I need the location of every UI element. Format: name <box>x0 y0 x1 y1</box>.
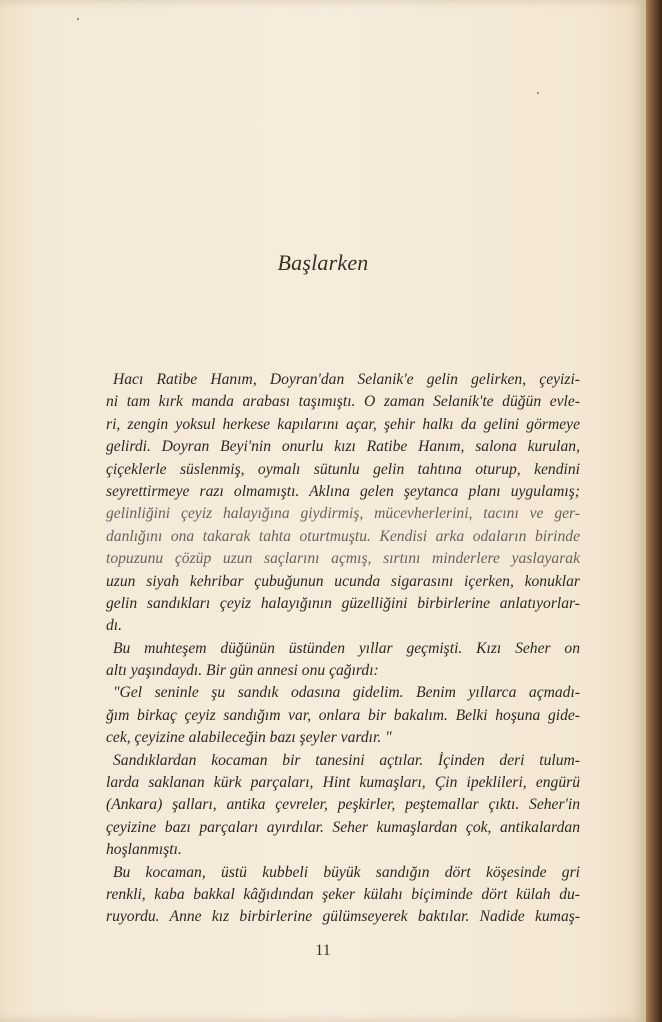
text-line: seyrettirmeye razı olmamıştı. Aklına gelen şeytanca planı uygulamış; <box>106 482 580 500</box>
text-line: topuzunu çözüp uzun saçlarını açmış, sırtını minderlere yaslayarak <box>106 550 580 568</box>
text-line: gelin sandıkları çeyiz halayığının güzelliğini birbirlerine anlatıyorlar- <box>106 594 580 612</box>
text-line: çiçeklerle süslenmiş, oymalı sütunlu gelin tahtına oturup, kendini <box>106 460 580 478</box>
chapter-title: Başlarken <box>277 250 369 275</box>
text-line: cek, çeyizine alabileceğin bazı şeyler vardır. " <box>106 729 392 747</box>
text-line: çeyizine bazı parçaları ayırdılar. Seher kumaşlardan çok, antikalardan <box>106 818 580 836</box>
body-text <box>106 369 580 929</box>
text-line: dı. <box>106 617 123 635</box>
text-line: renkli, kaba bakkal kâğıdından şeker külahı biçiminde dört külah du- <box>106 885 580 903</box>
paper-speck <box>537 92 539 94</box>
text-line: Bu muhteşem düğünün üstünden yıllar geçmişti. Kızı Seher on <box>113 639 580 657</box>
book-spine-edge <box>646 0 662 1022</box>
page-number: 11 <box>315 942 331 959</box>
text-line: Bu kocaman, üstü kubbeli büyük sandığın dört köşesinde gri <box>113 863 580 881</box>
text-line: ri, zengin yoksul herkese kapılarını açar, şehir halkı da gelini görmeye <box>106 415 580 433</box>
text-line: "Gel seninle şu sandık odasına gidelim. Benim yıllarca açmadı- <box>113 684 580 702</box>
text-line: larda saklanan kürk parçaları, Hint kumaşları, Çin ipeklileri, engürü <box>106 774 580 792</box>
text-line: hoşlanmıştı. <box>106 841 182 859</box>
text-line: ni tam kırk manda arabası taşımıştı. O zaman Selanik'te düğün evle- <box>106 393 580 411</box>
paper-speck <box>77 18 79 20</box>
text-line: uzun siyah kehribar çubuğunun ucunda sigarasını içerken, konuklar <box>106 572 580 590</box>
text-line: ğım birkaç çeyiz sandığım var, onlara bir bakalım. Belki hoşuna gide- <box>106 706 580 724</box>
text-line: altı yaşındaydı. Bir gün annesi onu çağırdı: <box>106 662 379 680</box>
text-line: gelinliğini çeyiz halayığına giydirmiş, mücevherlerini, tacını ve ger- <box>106 505 580 523</box>
text-line: ruyordu. Anne kız birbirlerine gülümseyerek baktılar. Nadide kumaş- <box>106 908 580 926</box>
text-line: Sandıklardan kocaman bir tanesini açtılar. İçinden deri tulum- <box>113 751 580 769</box>
text-line: (Ankara) şalları, antika çevreler, peşkirler, peştemallar çıktı. Seher'in <box>106 796 580 814</box>
text-line: Hacı Ratibe Hanım, Doyran'dan Selanik'e gelin gelirken, çeyizi- <box>113 371 580 388</box>
text-line: gelirdi. Doyran Beyi'nin onurlu kızı Ratibe Hanım, salona kurulan, <box>106 438 580 456</box>
text-line: danlığını ona takarak tahta oturtmuştu. Kendisi arka odaların birinde <box>106 527 580 545</box>
